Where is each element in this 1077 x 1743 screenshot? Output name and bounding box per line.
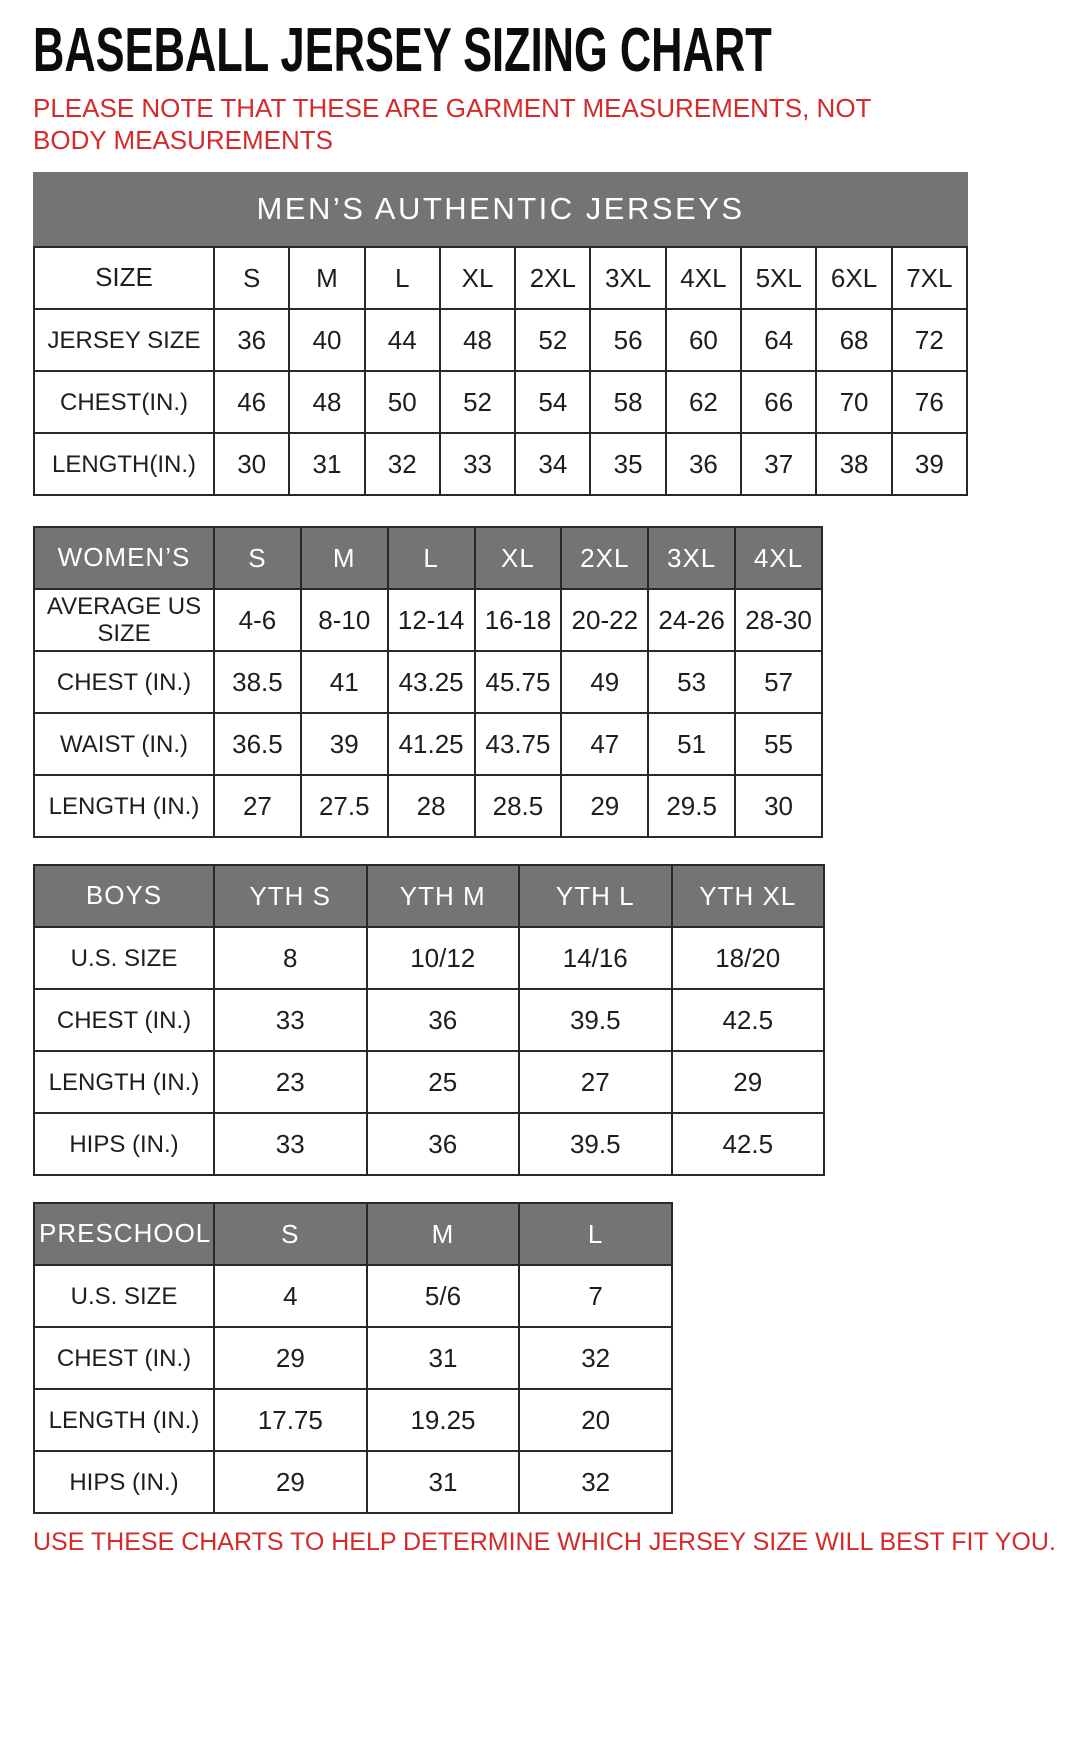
preschool-value-cell: 32 bbox=[519, 1451, 672, 1513]
womens-value-cell: 45.75 bbox=[475, 651, 562, 713]
womens-value-cell: 28-30 bbox=[735, 589, 822, 651]
spacer bbox=[33, 496, 1044, 526]
boys-data-row bbox=[34, 1051, 824, 1113]
boys-sizing-table bbox=[33, 864, 825, 1176]
fit-advice-footer: USE THESE CHARTS TO HELP DETERMINE WHICH JERSEY SIZE WILL BEST FIT YOU. bbox=[33, 1528, 1056, 1557]
womens-value-cell: 28 bbox=[388, 775, 475, 837]
womens-value-cell: 12-14 bbox=[388, 589, 475, 651]
boys-value-cell: 29 bbox=[672, 1051, 825, 1113]
mens-value-cell: 52 bbox=[440, 371, 515, 433]
womens-value-cell: 51 bbox=[648, 713, 735, 775]
womens-header-row bbox=[34, 527, 822, 589]
womens-table-title: WOMEN’S bbox=[34, 527, 214, 589]
boys-value-cell: 39.5 bbox=[519, 1113, 672, 1175]
mens-value-cell: 33 bbox=[440, 433, 515, 495]
preschool-data-row bbox=[34, 1451, 672, 1513]
womens-value-cell: 53 bbox=[648, 651, 735, 713]
boys-size-column-header: YTH L bbox=[519, 865, 672, 927]
mens-value-cell: 54 bbox=[515, 371, 590, 433]
womens-size-column-header: 3XL bbox=[648, 527, 735, 589]
mens-size-column-header: L bbox=[365, 247, 440, 309]
womens-value-cell: 4-6 bbox=[214, 589, 301, 651]
womens-data-row bbox=[34, 775, 822, 837]
boys-row-label: U.S. SIZE bbox=[34, 927, 214, 989]
mens-value-cell: 44 bbox=[365, 309, 440, 371]
boys-value-cell: 42.5 bbox=[672, 989, 825, 1051]
boys-value-cell: 18/20 bbox=[672, 927, 825, 989]
womens-value-cell: 47 bbox=[561, 713, 648, 775]
mens-value-cell: 76 bbox=[892, 371, 967, 433]
preschool-value-cell: 29 bbox=[214, 1327, 367, 1389]
boys-data-row bbox=[34, 1113, 824, 1175]
preschool-size-column-header: S bbox=[214, 1203, 367, 1265]
womens-size-column-header: S bbox=[214, 527, 301, 589]
boys-size-column-header: YTH XL bbox=[672, 865, 825, 927]
boys-header-row bbox=[34, 865, 824, 927]
preschool-value-cell: 7 bbox=[519, 1265, 672, 1327]
mens-size-column-header: 4XL bbox=[666, 247, 741, 309]
mens-value-cell: 32 bbox=[365, 433, 440, 495]
mens-value-cell: 58 bbox=[590, 371, 665, 433]
boys-value-cell: 14/16 bbox=[519, 927, 672, 989]
boys-table-title: BOYS bbox=[34, 865, 214, 927]
boys-value-cell: 33 bbox=[214, 1113, 367, 1175]
mens-value-cell: 62 bbox=[666, 371, 741, 433]
boys-data-row bbox=[34, 989, 824, 1051]
womens-value-cell: 41.25 bbox=[388, 713, 475, 775]
mens-value-cell: 39 bbox=[892, 433, 967, 495]
preschool-value-cell: 17.75 bbox=[214, 1389, 367, 1451]
mens-size-column-header: M bbox=[289, 247, 364, 309]
mens-value-cell: 52 bbox=[515, 309, 590, 371]
mens-value-cell: 60 bbox=[666, 309, 741, 371]
preschool-data-row bbox=[34, 1265, 672, 1327]
mens-value-cell: 46 bbox=[214, 371, 289, 433]
mens-row-label: LENGTH(IN.) bbox=[34, 433, 214, 495]
womens-value-cell: 55 bbox=[735, 713, 822, 775]
boys-value-cell: 8 bbox=[214, 927, 367, 989]
boys-sizing-table-container bbox=[33, 864, 1044, 1176]
mens-size-column-header: 7XL bbox=[892, 247, 967, 309]
preschool-header-row bbox=[34, 1203, 672, 1265]
preschool-value-cell: 19.25 bbox=[367, 1389, 520, 1451]
preschool-value-cell: 29 bbox=[214, 1451, 367, 1513]
boys-value-cell: 36 bbox=[367, 989, 520, 1051]
boys-size-column-header: YTH M bbox=[367, 865, 520, 927]
womens-value-cell: 39 bbox=[301, 713, 388, 775]
womens-value-cell: 43.25 bbox=[388, 651, 475, 713]
mens-sizing-table-container bbox=[33, 246, 1044, 496]
mens-value-cell: 34 bbox=[515, 433, 590, 495]
preschool-sizing-table-container bbox=[33, 1202, 1044, 1514]
boys-value-cell: 10/12 bbox=[367, 927, 520, 989]
mens-table-title: SIZE bbox=[34, 247, 214, 309]
boys-value-cell: 33 bbox=[214, 989, 367, 1051]
womens-data-row bbox=[34, 651, 822, 713]
mens-data-row bbox=[34, 433, 967, 495]
womens-row-label: LENGTH (IN.) bbox=[34, 775, 214, 837]
mens-value-cell: 40 bbox=[289, 309, 364, 371]
mens-row-label: CHEST(IN.) bbox=[34, 371, 214, 433]
mens-value-cell: 72 bbox=[892, 309, 967, 371]
womens-value-cell: 27 bbox=[214, 775, 301, 837]
boys-row-label: CHEST (IN.) bbox=[34, 989, 214, 1051]
preschool-value-cell: 5/6 bbox=[367, 1265, 520, 1327]
womens-sizing-table-container bbox=[33, 526, 1044, 838]
mens-table-banner: MEN’S AUTHENTIC JERSEYS bbox=[33, 172, 968, 246]
mens-size-column-header: XL bbox=[440, 247, 515, 309]
boys-row-label: HIPS (IN.) bbox=[34, 1113, 214, 1175]
boys-value-cell: 42.5 bbox=[672, 1113, 825, 1175]
mens-value-cell: 37 bbox=[741, 433, 816, 495]
mens-value-cell: 36 bbox=[214, 309, 289, 371]
mens-value-cell: 68 bbox=[816, 309, 891, 371]
womens-data-row bbox=[34, 713, 822, 775]
womens-value-cell: 28.5 bbox=[475, 775, 562, 837]
preschool-value-cell: 31 bbox=[367, 1451, 520, 1513]
preschool-size-column-header: M bbox=[367, 1203, 520, 1265]
preschool-value-cell: 31 bbox=[367, 1327, 520, 1389]
mens-value-cell: 48 bbox=[289, 371, 364, 433]
boys-value-cell: 23 bbox=[214, 1051, 367, 1113]
womens-value-cell: 43.75 bbox=[475, 713, 562, 775]
boys-value-cell: 25 bbox=[367, 1051, 520, 1113]
preschool-row-label: U.S. SIZE bbox=[34, 1265, 214, 1327]
mens-sizing-table bbox=[33, 246, 968, 496]
preschool-size-column-header: L bbox=[519, 1203, 672, 1265]
womens-value-cell: 16-18 bbox=[475, 589, 562, 651]
mens-data-row bbox=[34, 309, 967, 371]
womens-value-cell: 29.5 bbox=[648, 775, 735, 837]
mens-size-column-header: S bbox=[214, 247, 289, 309]
garment-measurement-note: PLEASE NOTE THAT THESE ARE GARMENT MEASUREMENTS, NOT BODY MEASUREMENTS bbox=[33, 92, 871, 155]
womens-value-cell: 27.5 bbox=[301, 775, 388, 837]
mens-value-cell: 50 bbox=[365, 371, 440, 433]
womens-value-cell: 41 bbox=[301, 651, 388, 713]
spacer bbox=[33, 1176, 1044, 1202]
mens-size-column-header: 2XL bbox=[515, 247, 590, 309]
boys-row-label: LENGTH (IN.) bbox=[34, 1051, 214, 1113]
mens-value-cell: 48 bbox=[440, 309, 515, 371]
womens-size-column-header: XL bbox=[475, 527, 562, 589]
womens-row-label: AVERAGE US SIZE bbox=[34, 589, 214, 651]
preschool-value-cell: 32 bbox=[519, 1327, 672, 1389]
mens-value-cell: 35 bbox=[590, 433, 665, 495]
womens-value-cell: 30 bbox=[735, 775, 822, 837]
womens-value-cell: 8-10 bbox=[301, 589, 388, 651]
womens-value-cell: 38.5 bbox=[214, 651, 301, 713]
mens-value-cell: 31 bbox=[289, 433, 364, 495]
womens-sizing-table bbox=[33, 526, 823, 838]
boys-size-column-header: YTH S bbox=[214, 865, 367, 927]
mens-value-cell: 66 bbox=[741, 371, 816, 433]
womens-size-column-header: M bbox=[301, 527, 388, 589]
mens-value-cell: 30 bbox=[214, 433, 289, 495]
womens-value-cell: 20-22 bbox=[561, 589, 648, 651]
mens-header-row bbox=[34, 247, 967, 309]
preschool-row-label: CHEST (IN.) bbox=[34, 1327, 214, 1389]
womens-size-column-header: 4XL bbox=[735, 527, 822, 589]
womens-data-row bbox=[34, 589, 822, 651]
preschool-value-cell: 4 bbox=[214, 1265, 367, 1327]
womens-row-label: CHEST (IN.) bbox=[34, 651, 214, 713]
preschool-row-label: LENGTH (IN.) bbox=[34, 1389, 214, 1451]
womens-value-cell: 29 bbox=[561, 775, 648, 837]
womens-value-cell: 24-26 bbox=[648, 589, 735, 651]
mens-size-column-header: 5XL bbox=[741, 247, 816, 309]
spacer bbox=[33, 838, 1044, 864]
womens-size-column-header: 2XL bbox=[561, 527, 648, 589]
preschool-table-title: PRESCHOOL bbox=[34, 1203, 214, 1265]
mens-value-cell: 56 bbox=[590, 309, 665, 371]
mens-row-label: JERSEY SIZE bbox=[34, 309, 214, 371]
womens-value-cell: 57 bbox=[735, 651, 822, 713]
mens-value-cell: 36 bbox=[666, 433, 741, 495]
boys-value-cell: 36 bbox=[367, 1113, 520, 1175]
womens-value-cell: 36.5 bbox=[214, 713, 301, 775]
boys-value-cell: 27 bbox=[519, 1051, 672, 1113]
boys-data-row bbox=[34, 927, 824, 989]
mens-value-cell: 70 bbox=[816, 371, 891, 433]
mens-value-cell: 38 bbox=[816, 433, 891, 495]
womens-value-cell: 49 bbox=[561, 651, 648, 713]
boys-value-cell: 39.5 bbox=[519, 989, 672, 1051]
preschool-sizing-table bbox=[33, 1202, 673, 1514]
mens-value-cell: 64 bbox=[741, 309, 816, 371]
preschool-value-cell: 20 bbox=[519, 1389, 672, 1451]
preschool-data-row bbox=[34, 1327, 672, 1389]
page-title: BASEBALL JERSEY SIZING CHART bbox=[33, 16, 772, 85]
preschool-data-row bbox=[34, 1389, 672, 1451]
womens-size-column-header: L bbox=[388, 527, 475, 589]
mens-size-column-header: 6XL bbox=[816, 247, 891, 309]
womens-row-label: WAIST (IN.) bbox=[34, 713, 214, 775]
mens-data-row bbox=[34, 371, 967, 433]
preschool-row-label: HIPS (IN.) bbox=[34, 1451, 214, 1513]
mens-size-column-header: 3XL bbox=[590, 247, 665, 309]
